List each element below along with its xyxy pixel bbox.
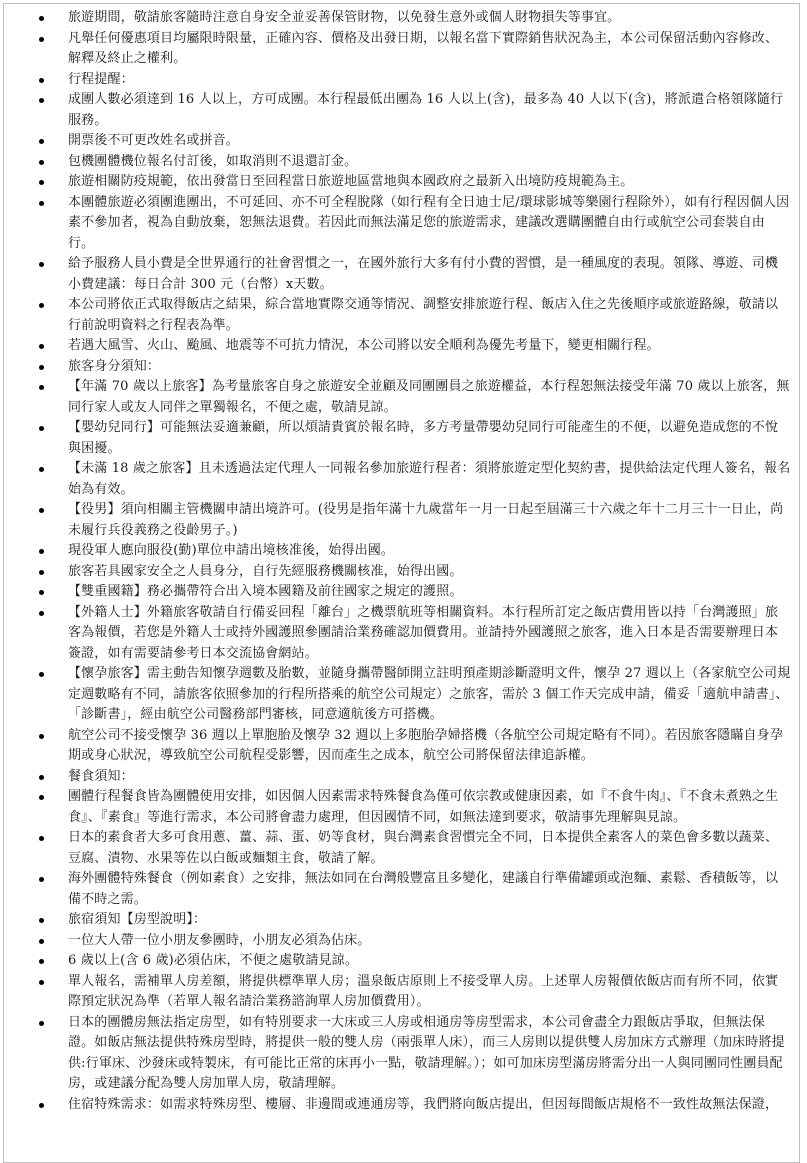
list-item: 凡舉任何優惠項目均屬限時限量，正確內容、價格及出發日期，以報名當下實際銷售狀況為主，本公司保留活動內容修改、解釋及終止之權利。 <box>4 29 791 70</box>
list-item: 【年滿 70 歲以上旅客】為考量旅客自身之旅遊安全並顧及同團團員之旅遊權益，本行程恕無法接受年滿 70 歲以上旅客，無同行家人或友人同伴之單獨報名，不便之處，敬請見諒。 <box>4 377 791 418</box>
list-item: 住宿特殊需求：如需求特殊房型、樓層、非邊間或連通房等，我們將向飯店提出，但因每間飯店規格不一致性故無法保證， <box>4 1095 791 1116</box>
list-item: 【役男】須向相關主管機關申請出境許可。(役男是指年滿十九歲當年一月一日起至屆滿三十六歲之年十二月三十一日止，尚未履行兵役義務之役齡男子。) <box>4 500 791 541</box>
list-item: 6 歲以上(含 6 歲)必須佔床，不便之處敬請見諒。 <box>4 951 791 972</box>
list-item: 旅宿須知【房型說明】： <box>4 910 791 931</box>
list-item: 日本的素食者大多可食用蔥、薑、蒜、蛋、奶等食材，與台灣素食習慣完全不同，日本提供全素客人的菜色會多數以蔬菜、豆腐、漬物、水果等佐以白飯或麵類主食，敬請了解。 <box>4 828 791 869</box>
list-item: 本團體旅遊必須團進團出，不可延回、亦不可全程脫隊（如行程有全日迪士尼/環球影城等樂園行程除外），如有行程因個人因素不參加者，視為自動放棄，恕無法退費。若因此而無法滿足您的旅遊需求，建議改選購團體自由行或航空公司套裝自由行。 <box>4 193 791 255</box>
list-item: 【懷孕旅客】需主動告知懷孕週數及胎數，並隨身攜帶醫師開立註明預產期診斷證明文件，懷孕 27 週以上（各家航空公司規定週數略有不同，請旅客依照參加的行程所搭乘的航空公司規定）之旅客，需於 3 個工作天完成申請，備妥「適航申請書」、「診斷書」，經由航空公司醫務部門審核，同意適航後方可搭機。 <box>4 664 791 726</box>
list-item: 旅客若具國家安全之人員身分，自行先經服務機關核准，始得出國。 <box>4 562 791 583</box>
list-item: 【外籍人士】外籍旅客敬請自行備妥回程「離台」之機票航班等相關資料。本行程所訂定之飯店費用皆以持「台灣護照」旅客為報價，若您是外籍人士或持外國護照參團請洽業務確認加價費用。並請持外國護照之旅客，進入日本是否需要辦理日本簽證，如有需要請參考日本交流協會網站。 <box>4 603 791 665</box>
list-item: 給予服務人員小費是全世界通行的社會習慣之一，在國外旅行大多有付小費的習慣，是一種風度的表現。領隊、導遊、司機小費建議：每日合計 300 元（台幣）x天數。 <box>4 254 791 295</box>
list-item: 成團人數必須達到 16 人以上，方可成團。本行程最低出團為 16 人以上(含)，最多為 40 人以下(含)，將派遣合格領隊隨行服務。 <box>4 90 791 131</box>
list-item: 單人報名，需補單人房差額，將提供標準單人房；溫泉飯店原則上不接受單人房。上述單人房報價依飯店而有所不同，依實際預定狀況為準（若單人報名請洽業務諮詢單人房加價費用）。 <box>4 972 791 1013</box>
list-item: 旅客身分須知： <box>4 357 791 378</box>
list-item: 航空公司不接受懷孕 36 週以上單胞胎及懷孕 32 週以上多胞胎孕婦搭機（各航空公司規定略有不同）。若因旅客隱瞞自身孕期或身心狀況，導致航空公司航程受影響，因而產生之成本，航空公司將保留法律追訴權。 <box>4 726 791 767</box>
list-item: 包機團體機位報名付訂後，如取消則不退還訂金。 <box>4 152 791 173</box>
travel-notes-document <box>3 3 800 1163</box>
list-item: 【嬰幼兒同行】可能無法妥適兼顧，所以煩請貴賓於報名時，多方考量帶嬰幼兒同行可能產生的不便，以避免造成您的不悅與困擾。 <box>4 418 791 459</box>
list-item: 團體行程餐食皆為團體使用安排，如因個人因素需求特殊餐食為僅可依宗教或健康因素，如『不食牛肉』、『不食未煮熟之生食』、『素食』等進行需求，本公司將會盡力處理，但因國情不同，如無法達到要求，敬請事先理解與見諒。 <box>4 787 791 828</box>
list-item: 現役軍人應向服役(勤)單位申請出境核准後，始得出國。 <box>4 541 791 562</box>
list-item: 日本的團體房無法指定房型，如有特別要求一大床或三人房或相通房等房型需求，本公司會盡全力跟飯店爭取，但無法保證。如飯店無法提供特殊房型時，將提供一般的雙人房（兩張單人床），而三人房則以提供雙人房加床方式辦理（加床時將提供:行軍床、沙發床或特製床，有可能比正常的床再小一點，敬請理解。）；如可加床房型滿房將需分出一人與同團同性團員配房，或建議分配為雙人房加單人房，敬請理解。 <box>4 1013 791 1095</box>
list-item: 行程提醒： <box>4 70 791 91</box>
list-item: 一位大人帶一位小朋友參團時，小朋友必須為佔床。 <box>4 931 791 952</box>
list-item: 海外團體特殊餐食（例如素食）之安排，無法如同在台灣般豐富且多變化，建議自行準備罐頭或泡麵、素鬆、香積飯等，以備不時之需。 <box>4 869 791 910</box>
list-item: 餐食須知： <box>4 767 791 788</box>
list-item: 旅遊相關防疫規範，依出發當日至回程當日旅遊地區當地與本國政府之最新入出境防疫規範為主。 <box>4 172 791 193</box>
list-item: 若遇大風雪、火山、颱風、地震等不可抗力情況，本公司將以安全順利為優先考量下，變更相關行程。 <box>4 336 791 357</box>
list-item: 【雙重國籍】務必攜帶符合出入境本國籍及前往國家之規定的護照。 <box>4 582 791 603</box>
notes-list <box>4 4 799 1115</box>
list-item: 開票後不可更改姓名或拼音。 <box>4 131 791 152</box>
list-item: 【未滿 18 歲之旅客】且未透過法定代理人一同報名參加旅遊行程者：須將旅遊定型化契約書，提供給法定代理人簽名，報名始為有效。 <box>4 459 791 500</box>
list-item: 本公司將依正式取得飯店之結果，綜合當地實際交通等情況、調整安排旅遊行程、飯店入住之先後順序或旅遊路線，敬請以行前說明資料之行程表為準。 <box>4 295 791 336</box>
list-item: 旅遊期間，敬請旅客隨時注意自身安全並妥善保管財物，以免發生意外或個人財物損失等事宜。 <box>4 8 791 29</box>
